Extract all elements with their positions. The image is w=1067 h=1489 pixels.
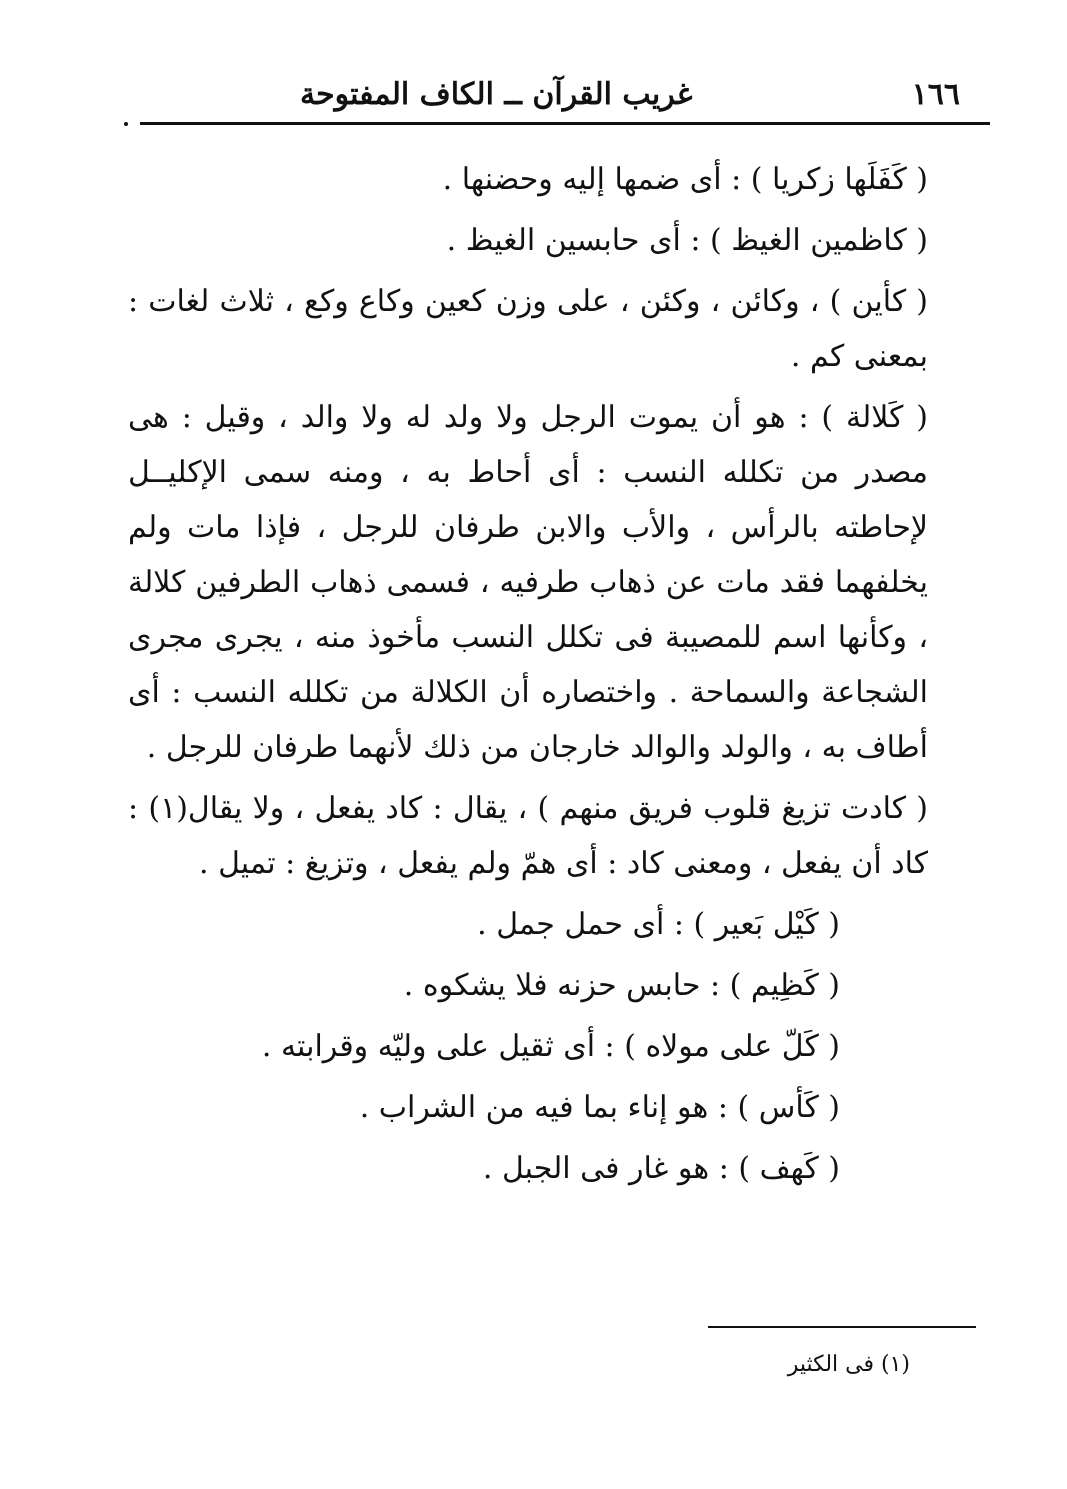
entry-kahf: ( كَهف ) : هو غار فى الجبل . — [482, 1151, 840, 1186]
header-dot — [124, 122, 128, 126]
page-body — [128, 152, 980, 1202]
entry-kayl: ( كَيْل بَعير ) : أى حمل جمل . — [477, 907, 840, 942]
footnote: (١) فى الكثير — [787, 1352, 910, 1377]
entry-kalala: ( كَلالة ) : هو أن يموت الرجل ولا ولد له ولا والد ، وقيل : هى مصدر من تكلله النسب : أى أحاط به ، ومنه سمى الإكليــل لإحاطته بالرأس ، والأب والابن طرفان للرجل ، فإذا مات ولم يخلفهما فقد مات عن ذهاب طرفيه ، فسمى ذهاب الطرفين كلالة ، وكأنها اسم للمصيبة فى تكلل النسب مأخوذ منه ، يجرى مجرى الشجاعة والسماحة . واختصاره أن الكلالة من تكلله النسب : أى أطاف به ، والولد والوالد خارجان من ذلك لأنهما طرفان للرجل . — [128, 400, 928, 765]
page-header — [110, 72, 960, 116]
entry-kall: ( كَلّ على مولاه ) : أى ثقيل على وليّه وقرابته . — [261, 1029, 840, 1064]
running-title: غريب القرآن ــ الكاف المفتوحة — [300, 76, 693, 112]
header-rule — [140, 122, 990, 125]
entry-kadat: ( كادت تزيغ قلوب فريق منهم ) ، يقال : كاد يفعل ، ولا يقال(١) : كاد أن يفعل ، ومعنى كاد : أى همّ ولم يفعل ، وتزيغ : تميل . — [128, 791, 928, 881]
entry-kaayyin: ( كأين ) ، وكائن ، وكئن ، على وزن كعين وكاع وكع ، ثلاث لغات : بمعنى كم . — [128, 284, 928, 374]
entry-kazim: ( كَظِيم ) : حابس حزنه فلا يشكوه . — [403, 968, 840, 1003]
entry-kas: ( كَأس ) : هو إناء بما فيه من الشراب . — [359, 1090, 840, 1125]
footnote-rule — [708, 1326, 976, 1328]
entry-kafalaha: ( كَفَلَها زكريا ) : أى ضمها إليه وحضنها . — [442, 162, 928, 197]
page-number: ١٦٦ — [911, 76, 960, 112]
entry-kazimin: ( كاظمين الغيظ ) : أى حابسين الغيظ . — [446, 223, 928, 258]
